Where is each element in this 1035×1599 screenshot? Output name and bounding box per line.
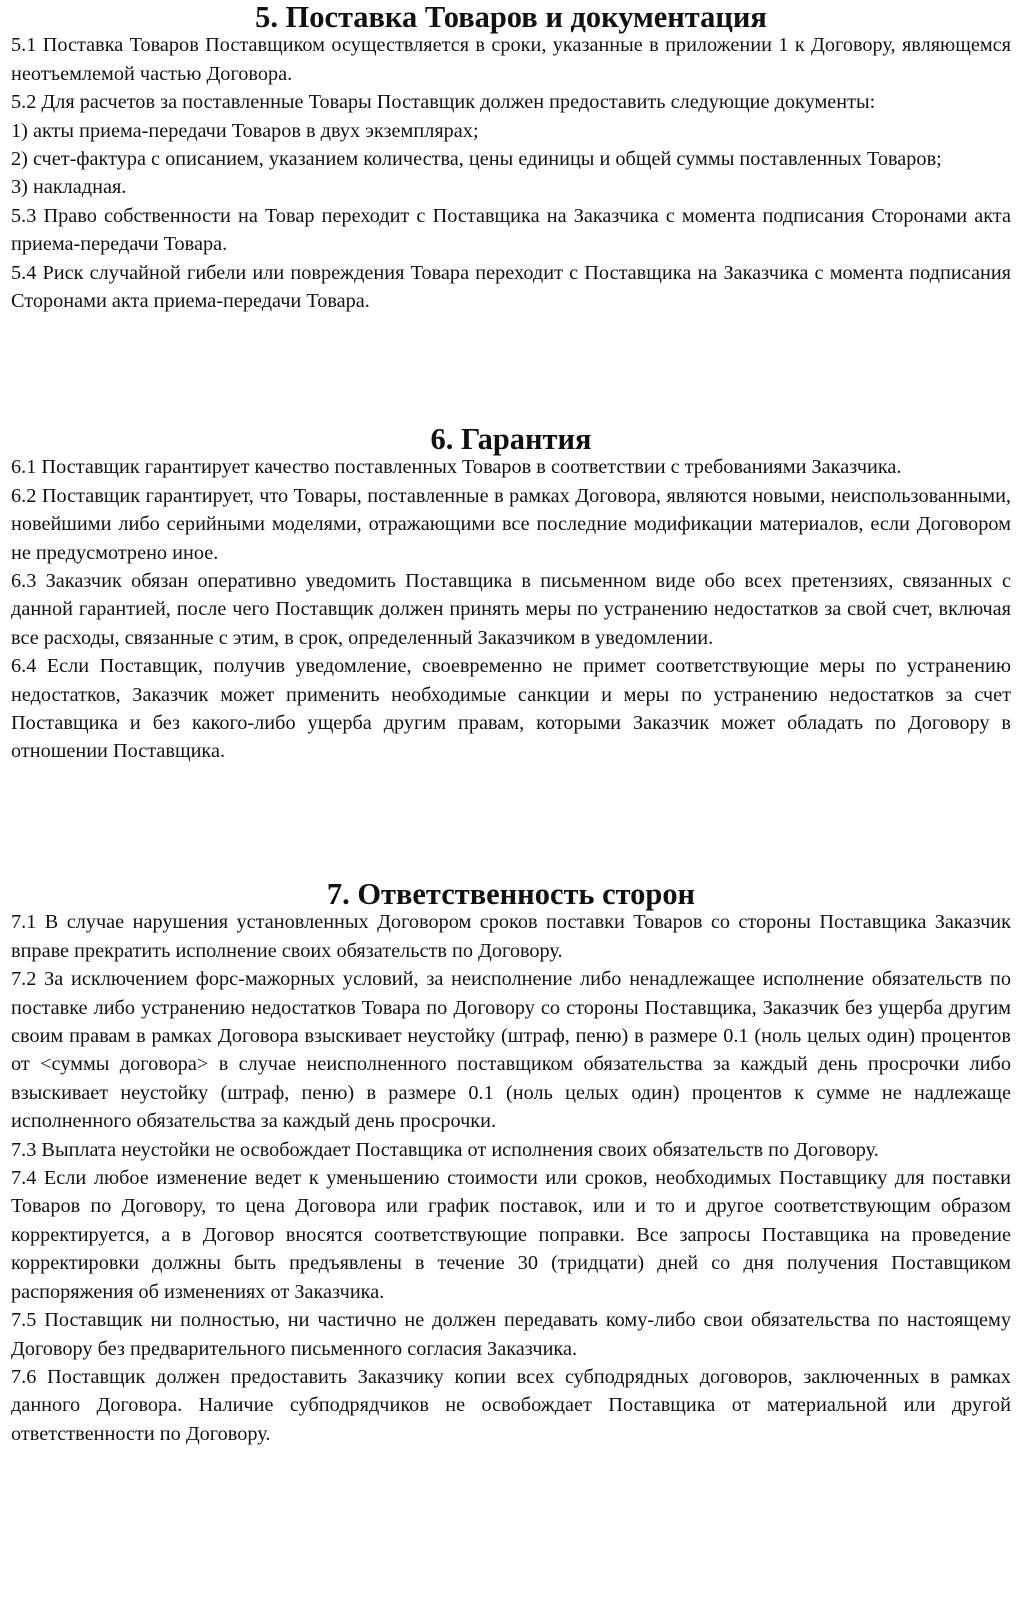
section-delivery xyxy=(11,0,1011,315)
list-item-acts: 1) акты приема-передачи Товаров в двух экземплярах; xyxy=(11,119,479,142)
clause-5-4: 5.4 Риск случайной гибели или повреждения Товара переходит с Поставщика на Заказчика с момента подписания Сторонами акта приема-передачи Товара. xyxy=(11,261,1011,313)
section-title: 6. Гарантия xyxy=(430,422,592,456)
clause-7-5: 7.5 Поставщик ни полностью, ни частично не должен передавать кому-либо свои обязательства по настоящему Договору без предварительного письменного согласия Заказчика. xyxy=(11,1309,1011,1360)
clause-5-1: 5.1 Поставка Товаров Поставщиком осуществляется в сроки, указанные в приложении 1 к Договору, являющемся неотъемлемой частью Договора. xyxy=(11,34,1011,85)
clause-7-2: 7.2 За исключением форс-мажорных условий, за неисполнение либо ненадлежащее исполнение обязательств по поставке либо устранению недостатков Товара по Договору со стороны Поставщика, Заказчик без ущерба другим своим правам в рамках Договора взыскивает неустойку (штраф, пеню) в размере 0.1 (ноль целых один) процентов от <суммы договора> в случае неисполненного поставщиком обязательства за каждый день просрочки либо взыскивает неустойку (штраф, пеню) в размере 0.1 (ноль целых один) процентов к сумме не надлежаще исполненного обязательства за каждый день просрочки. xyxy=(11,968,1011,1133)
list-item-invoice: 2) счет-фактура с описанием, указанием количества, цены единицы и общей суммы поставленных Товаров; xyxy=(11,148,942,171)
clause-list xyxy=(11,453,1011,765)
clause-6-3: 6.3 Заказчик обязан оперативно уведомить Поставщика в письменном виде обо всех претензиях, связанных с данной гарантией, после чего Поставщик должен принять меры по устранению недостатков за свой счет, включая все расходы, связанные с этим, в срок, определенный Заказчиком в уведомлении. xyxy=(11,570,1011,649)
clause-5-3: 5.3 Право собственности на Товар переходит с Поставщика на Заказчика с момента подписания Сторонами акта приема-передачи Товара. xyxy=(11,204,1011,256)
clause-7-3: 7.3 Выплата неустойки не освобождает Поставщика от исполнения своих обязательств по Договору. xyxy=(11,1138,879,1161)
section-liability xyxy=(11,877,1011,1448)
clause-6-1: 6.1 Поставщик гарантирует качество поставленных Товаров в соответствии с требованиями Заказчика. xyxy=(11,456,902,479)
clause-7-6: 7.6 Поставщик должен предоставить Заказчику копии всех субподрядных договоров, заключенных в рамках данного Договора. Наличие субподрядчиков не освобождает Поставщика от материальной или другой ответственности по Договору. xyxy=(11,1365,1011,1445)
clause-list xyxy=(11,31,1011,315)
clause-5-2: 5.2 Для расчетов за поставленные Товары Поставщик должен предоставить следующие документы: xyxy=(11,91,876,114)
section-title: 5. Поставка Товаров и документация xyxy=(255,0,767,34)
clause-list xyxy=(11,908,1011,1448)
section-title: 7. Ответственность сторон xyxy=(326,877,696,911)
section-warranty xyxy=(11,422,1011,766)
list-item-waybill: 3) накладная. xyxy=(11,176,127,199)
clause-6-4: 6.4 Если Поставщик, получив уведомление, своевременно не примет соответствующие меры по устранению недостатков, Заказчик может применить необходимые санкции и меры по устранению недостатков за счет Поставщика и без какого-либо ущерба другим правам, которыми Заказчик может обладать по Договору в отношении Поставщика. xyxy=(11,655,1011,763)
clause-6-2: 6.2 Поставщик гарантирует, что Товары, поставленные в рамках Договора, являются новыми, неиспользованными, новейшими либо серийными моделями, отражающими все последние модификации материалов, если Договором не предусмотрено иное. xyxy=(11,484,1011,564)
clause-7-1: 7.1 В случае нарушения установленных Договором сроков поставки Товаров со стороны Поставщика Заказчик вправе прекратить исполнение своих обязательств по Договору. xyxy=(11,911,1011,962)
clause-7-4: 7.4 Если любое изменение ведет к уменьшению стоимости или сроков, необходимых Поставщику для поставки Товаров по Договору, то цена Договора или график поставок, или и то и другое соответствующим образом корректируется, а в Договор вносятся соответствующие поправки. Все запросы Поставщика на проведение корректировки должны быть предъявлены в течение 30 (тридцати) дней со дня получения Поставщиком распоряжения об изменениях от Заказчика. xyxy=(11,1167,1011,1303)
